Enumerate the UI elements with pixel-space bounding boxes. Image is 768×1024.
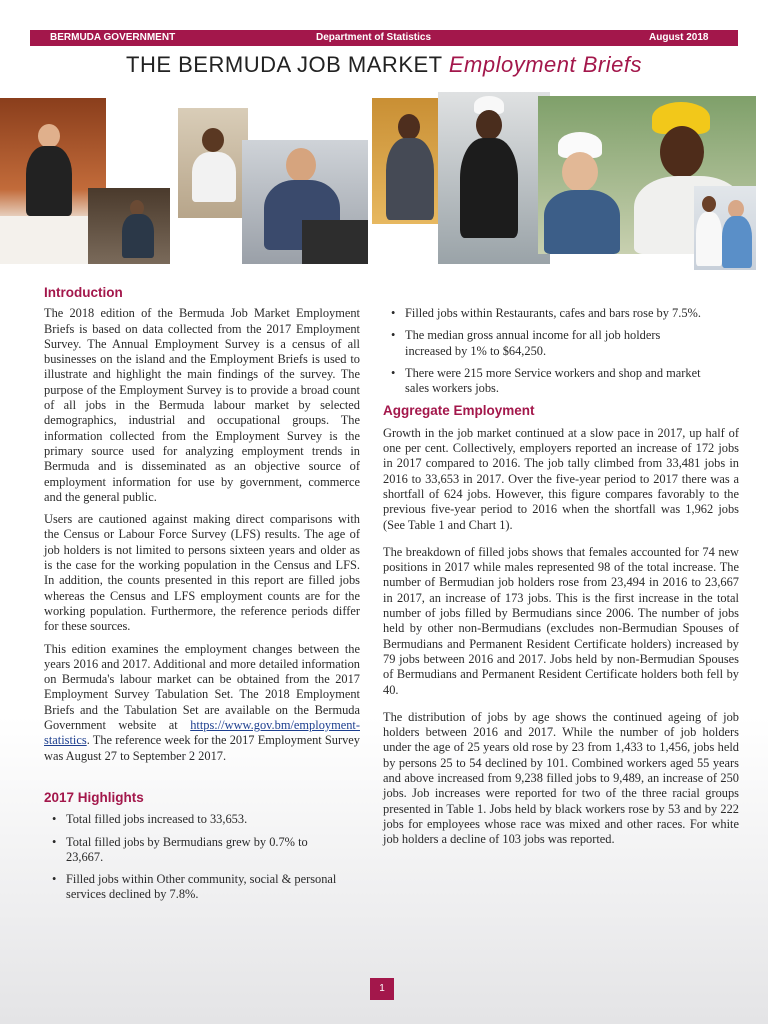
aggregate-paragraph-2: The breakdown of filled jobs shows that females accounted for 74 new positions in 2017 while males represented 98 of the total increase. The number of Bermudian job holders rose from 23,494 in 2016 to 23,667 in 2017, an increase of 173 jobs. This is the first increase in the total number of jobs filled by Bermudians since 2006. The number of jobs held by other non-Bermudians (excludes non-Bermudian Spouses of Bermudians and Permanent Resident Certificate holders) increased by 79 jobs between 2016 and 2017. Jobs held by non-Bermudian Spouses of Bermudians and Permanent Resident Certificate holders both fell by 40. — [383, 544, 739, 697]
page-number: 1 — [370, 978, 394, 1000]
highlight-item: • Total filled jobs increased to 33,653. — [44, 812, 360, 827]
title-main: THE BERMUDA JOB MARKET — [126, 52, 443, 77]
page-title — [0, 52, 768, 78]
aggregate-paragraph-1: Growth in the job market continued at a slow pace in 2017, up half of one per cent. Collectively, employers reported an increase of 172 jobs in 2017 compared to 2016. The job tally climbed from 33,481 jobs in 2016 to 33,653 in 2017. Over the five-year period to 2017 there was a shortfall of 624 jobs. However, this figure compares favorably to the previous five-year period to 2016 when the shortfall was 1,962 jobs (See Table 1 and Chart 1). — [383, 425, 739, 532]
header-bar — [30, 30, 738, 46]
header-center: Department of Statistics — [316, 32, 432, 43]
highlights-list — [44, 812, 360, 902]
title-sub: Employment Briefs — [448, 52, 642, 77]
intro-heading: Introduction — [44, 285, 123, 300]
highlight-item: • There were 215 more Service workers and shop and market sales workers jobs. — [383, 366, 709, 397]
office-workers-photo — [88, 188, 170, 264]
healthcare-workers-photo — [694, 186, 756, 270]
photo-collage — [0, 92, 768, 282]
highlight-item: • Filled jobs within Restaurants, cafes and bars rose by 7.5%. — [383, 306, 709, 321]
highlights-heading: 2017 Highlights — [44, 789, 144, 805]
highlight-item: • Total filled jobs by Bermudians grew by 0.7% to 23,667. — [44, 835, 360, 866]
right-column — [383, 306, 739, 855]
office-man-laptop-photo — [242, 140, 368, 264]
left-column — [44, 285, 360, 910]
aggregate-heading: Aggregate Employment — [383, 403, 535, 419]
chef-photo — [438, 92, 550, 264]
employment-statistics-link[interactable]: https://www.gov.bm/employment-statistics — [44, 718, 360, 748]
office-woman-headset-photo — [178, 108, 248, 218]
edition-paragraph: This edition examines the employment changes between the years 2016 and 2017. Additional and more detailed information on Bermuda's labour market can be obtained from the 2017 Employment Survey Tabulation Set. The 2018 Employment Briefs and the Tabulation Set are available on the Bermuda Government website at https://www.gov.bm/employment-statistics. The reference week for the 2017 Employment Survey was August 27 to September 2 2017. — [44, 641, 360, 763]
intro-paragraph: The 2018 edition of the Bermuda Job Market Employment Briefs is based on data collected from the 2017 Employment Survey. The Annual Employment Survey is a census of all businesses on the island and the Employment Briefs is used to illustrate and highlight the main findings of the survey. The purpose of the Employment Survey is to provide a broad count of all jobs in the Bermuda labour market by selected demographics, industrial and occupational groups. The information collected from the Employment Survey is the primary source used for analyzing employment trends in Bermuda and is disseminated as an objective source of employment information for use by government, commerce and the general public. — [44, 306, 360, 504]
highlight-item: • The median gross annual income for all job holders increased by 1% to $64,250. — [383, 328, 709, 359]
header-left: BERMUDA GOVERNMENT — [50, 32, 176, 43]
header-right: August 2018 — [649, 32, 709, 43]
aggregate-paragraph-3: The distribution of jobs by age shows the continued ageing of job holders between 2016 and 2017. While the number of job holders under the age of 25 years old rose by 23 from 1,433 to 1,456, jobs held by persons 25 to 54 declined by 101. Combined workers aged 55 years and above increased from 9,238 filled jobs to 9,489, an increase of 250 jobs. Job increases were reported for two of the three racial groups presented in Table 1. Jobs held by black workers rose by 53 and by 222 jobs for employees whose race was mixed and other races. For white job holders a decline of 103 jobs was reported. — [383, 709, 739, 847]
highlights-list-continued — [383, 306, 739, 396]
caution-paragraph: Users are cautioned against making direct comparisons with the Census or Labour Force Survey (LFS) results. The age of job holders is not limited to persons sixteen years and older as is the case for the working population in the Census and LFS. In addition, the counts presented in this report are filled jobs whereas the Census and LFS employment counts are for the working population. Furthermore, the reference periods differ for these sources. — [44, 512, 360, 634]
highlight-item: • Filled jobs within Other community, social & personal services declined by 7.8%. — [44, 872, 360, 903]
